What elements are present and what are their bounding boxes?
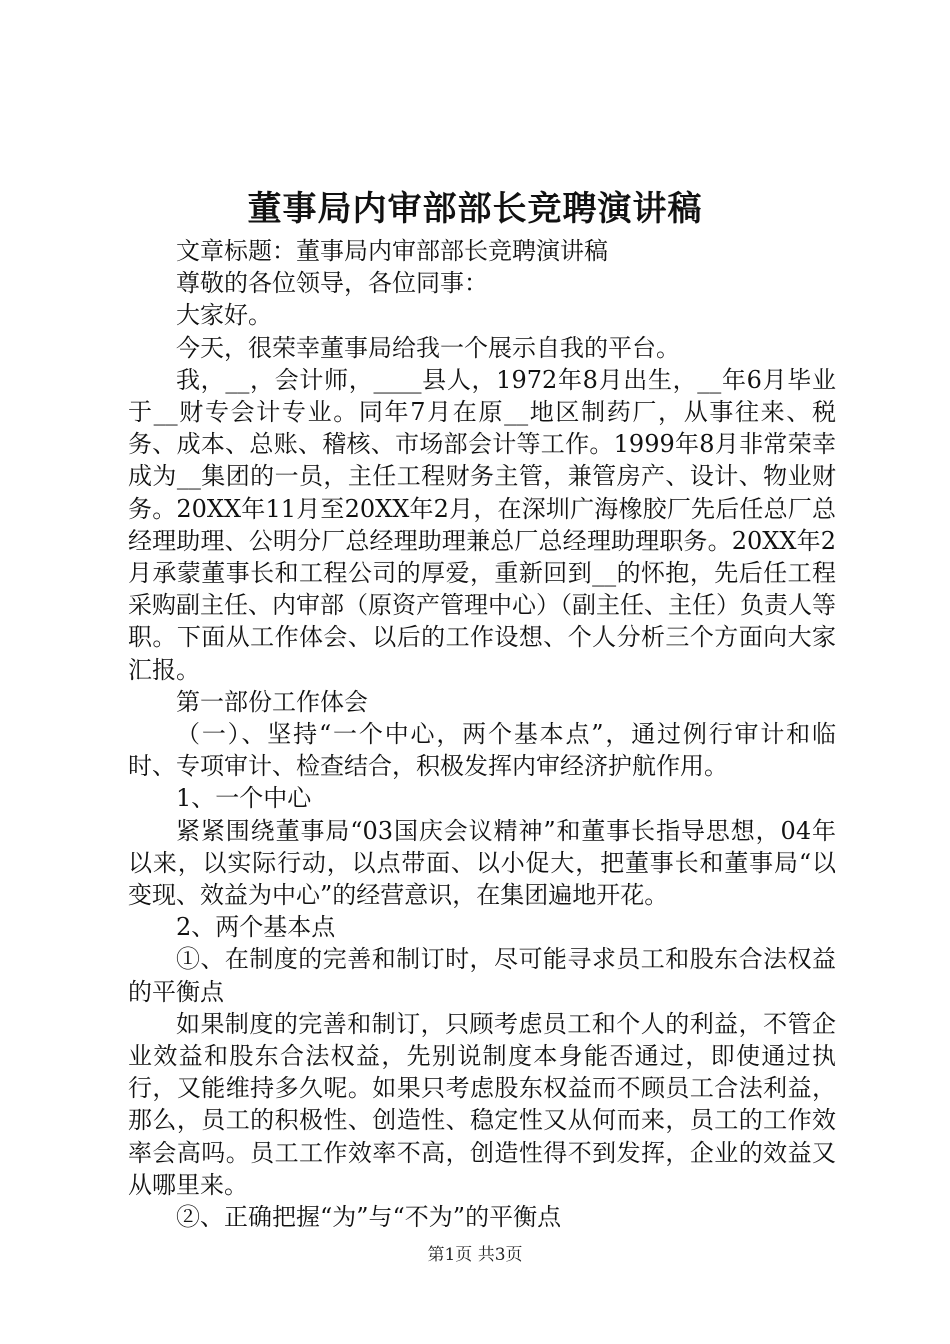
paragraph-balance-point-two: ②、正确把握“为”与“不为”的平衡点 [176, 1203, 562, 1232]
subheading-two-points: 2、两个基本点 [176, 913, 336, 942]
page-footer: 第1页 共3页 [427, 1245, 523, 1265]
paragraph-salutation: 尊敬的各位领导，各位同事： [176, 269, 488, 298]
paragraph-intro: 今天，很荣幸董事局给我一个展示自我的平台。 [176, 333, 680, 362]
paragraph-balance-explanation: 如果制度的完善和制订，只顾考虑员工和个人的利益，不管企业效益和股东合法权益，先别说制度本身能否通过，即使通过执行，又能维持多久呢。如果只考虑股东权益而不顾员工合法利益，那么，员工的积极性、创造性、稳定性又从何而来，员工的工作效率会高吗。员工工作效率不高，创造性得不到发挥，企业的效益又从哪里来。 [128, 1009, 836, 1199]
subheading-one-center: 1、一个中心 [176, 784, 312, 813]
paragraph-background: 我，__，会计师，____县人，1972年8月出生，__年6月毕业于__财专会计专业。同年7月在原__地区制药厂，从事往来、税务、成本、总账、稽核、市场部会计等工作。1999年8月非常荣幸成为__集团的一员，主任工程财务主管，兼管房产、设计、物业财务。20XX年11月至20XX年2月，在深圳广海橡胶厂先后任总厂总经理助理、公明分厂总经理助理兼总厂总经理助理职务。20XX年2月承蒙董事长和工程公司的厚爱，重新回到__的怀抱，先后任工程采购副主任、内审部（原资产管理中心）（副主任、主任）负责人等职。下面从工作体会、以后的工作设想、个人分析三个方面向大家汇报。 [128, 365, 836, 684]
paragraph-point-one: （一）、坚持“一个中心，两个基本点”，通过例行审计和临时、专项审计、检查结合，积极发挥内审经济护航作用。 [128, 720, 836, 781]
paragraph-one-center: 紧紧围绕董事局“03国庆会议精神”和董事长指导思想，04年以来，以实际行动，以点带面、以小促大，把董事长和董事局“以变现、效益为中心”的经营意识，在集团遍地开花。 [128, 816, 836, 910]
paragraph-greeting: 大家好。 [176, 301, 272, 330]
document-title: 董事局内审部部长竞聘演讲稿 [247, 189, 703, 229]
paragraph-article-title: 文章标题：董事局内审部部长竞聘演讲稿 [176, 237, 608, 265]
document-body [128, 235, 836, 1233]
paragraph-balance-point-one: ①、在制度的完善和制订时，尽可能寻求员工和股东合法权益的平衡点 [128, 945, 836, 1006]
section-heading-part-one: 第一部份工作体会 [176, 687, 368, 716]
